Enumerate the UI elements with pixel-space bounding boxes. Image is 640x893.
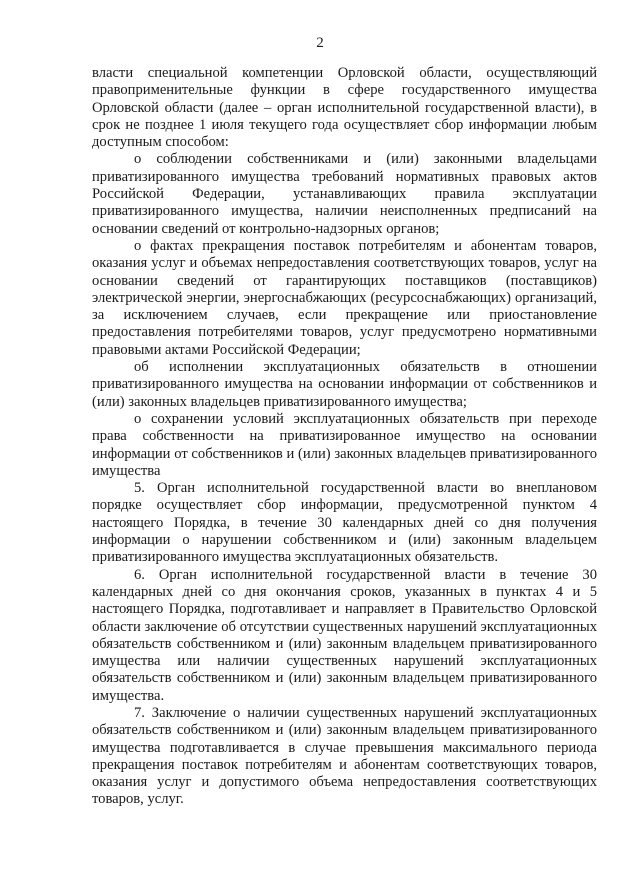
paragraph-item-6: 6. Орган исполнительной государственной власти в течение 30 календарных дней со дня окончания сроков, указанных в пунктах 4 и 5 настоящего Порядка, подготавливает и направляет в Правительство Орловской области заключение об отсутствии существенных нарушений эксплуатационных обязательств собственником и (или) законным владельцем приватизированного имущества или наличии существенных нарушений эксплуатационных обязательств собственником и (или) законным владельцем приватизированного имущества.	[92, 566, 597, 704]
paragraph-ownership-transfer: о сохранении условий эксплуатационных обязательств при переходе права собственности на приватизированное имущество на основании информации от собственников и (или) законных владельцев приватизированного имущества	[92, 410, 597, 479]
paragraph-intro: власти специальной компетенции Орловской области, осуществляющий правоприменительные функции в сфере государственного имущества Орловской области (далее – орган исполнительной государственной власти), в срок не позднее 1 июля текущего года осуществляет сбор информации любым доступным способом:	[92, 65, 597, 151]
paragraph-obligation-fulfillment: об исполнении эксплуатационных обязательств в отношении приватизированного имущества на основании информации от собственников и (или) законных владельцев приватизированного имущества;	[92, 359, 597, 410]
paragraph-supply-termination: о фактах прекращения поставок потребителям и абонентам товаров, оказания услуг и объемах непредоставления соответствующих товаров, услуг на основании сведений от гарантирующих поставщиков (поставщиков) электрической энергии, энергоснабжающих (ресурсоснабжающих) организаций, за исключением случаев, если прекращение или приостановление предоставления потребителями товаров, услуг предусмотрено нормативными правовыми актами Российской Федерации;	[92, 237, 597, 358]
page-number: 2	[316, 35, 324, 51]
paragraph-compliance: о соблюдении собственниками и (или) законными владельцами приватизированного имущества требований нормативных правовых актов Российской Федерации, устанавливающих правила эксплуатации приватизированного имущества, наличии неисполненных предписаний на основании сведений от контрольно-надзорных органов;	[92, 151, 597, 237]
paragraph-item-7: 7. Заключение о наличии существенных нарушений эксплуатационных обязательств собственником и (или) законным владельцем приватизированного имущества подготавливается в случае превышения максимального периода прекращения поставок потребителям и абонентам соответствующих товаров, оказания услуг и допустимого объема непредоставления соответствующих товаров, услуг.	[92, 704, 597, 808]
document-body	[92, 65, 597, 809]
paragraph-item-5: 5. Орган исполнительной государственной власти во внеплановом порядке осуществляет сбор информации, предусмотренной пунктом 4 настоящего Порядка, в течение 30 календарных дней со дня получения информации о нарушении собственником и (или) законным владельцем приватизированного имущества эксплуатационных обязательств.	[92, 480, 597, 566]
